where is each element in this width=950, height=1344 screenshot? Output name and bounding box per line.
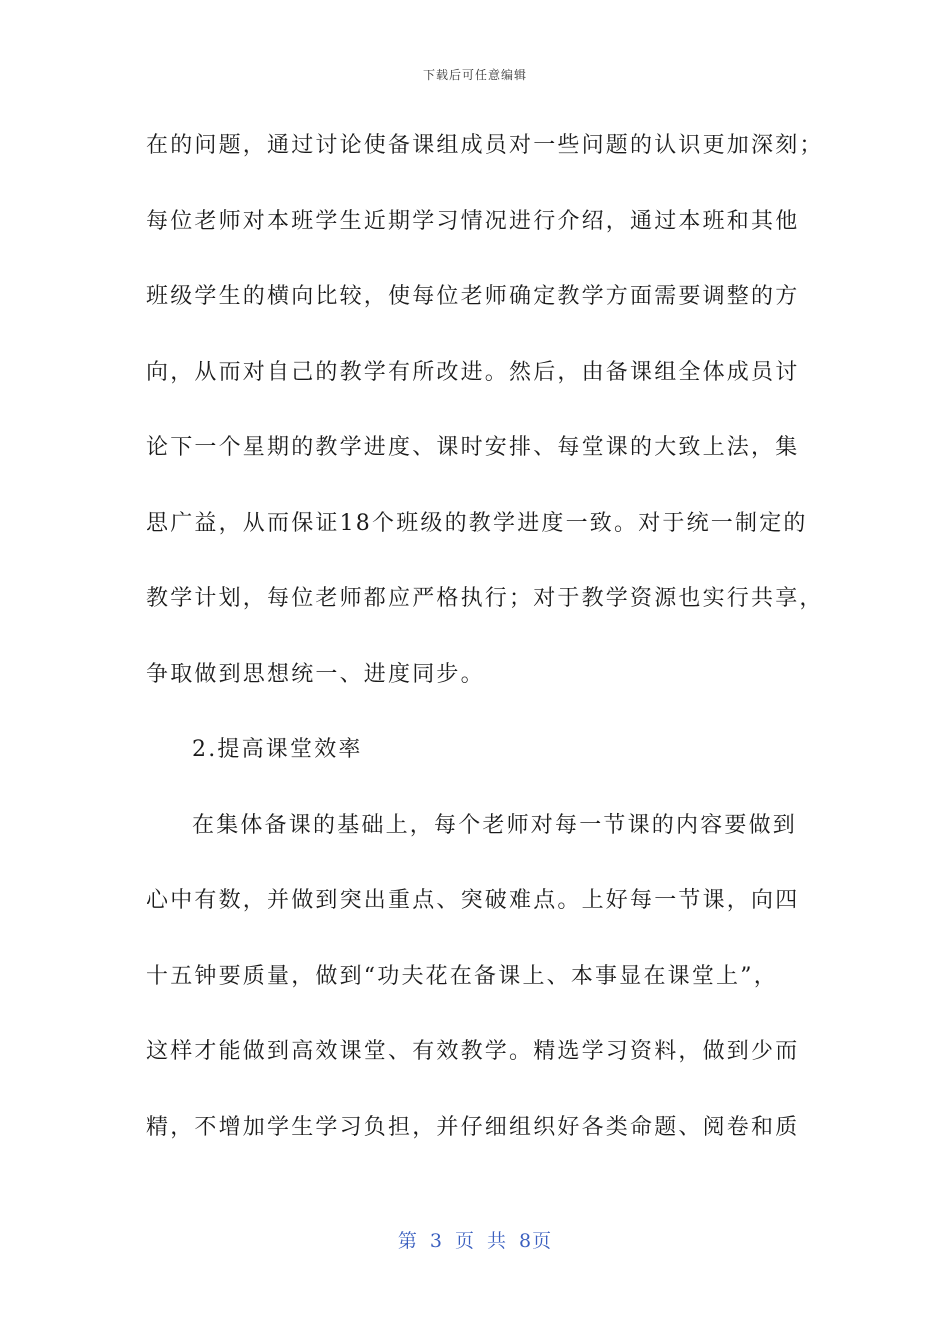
- page-footer: [0, 1226, 950, 1253]
- body-line: 班级学生的横向比较，使每位老师确定教学方面需要调整的方: [146, 284, 800, 309]
- body-line: 争取做到思想统一、进度同步。: [146, 661, 485, 687]
- footer-total: 8页: [519, 1230, 553, 1252]
- body-line: 教学计划，每位老师都应严格执行；对于教学资源也实行共享，: [146, 586, 824, 611]
- body-line: 心中有数，并做到突出重点、突破难点。上好每一节课，向四: [146, 888, 800, 913]
- body-line: 十五钟要质量，做到“功夫花在备课上、本事显在课堂上”，: [146, 963, 778, 989]
- footer-di: 第: [397, 1230, 418, 1252]
- body-line: 论下一个星期的教学进度、课时安排、每堂课的大致上法，集: [146, 435, 800, 460]
- body-line: 向，从而对自己的教学有所改进。然后，由备课组全体成员讨: [146, 359, 800, 385]
- section-heading: 2.提高课堂效率: [192, 737, 363, 762]
- body-line: 在集体备课的基础上，每个老师对每一节课的内容要做到: [192, 812, 798, 838]
- body-line: 这样才能做到高效课堂、有效教学。精选学习资料，做到少而: [146, 1039, 800, 1064]
- footer-gong: 共: [487, 1230, 508, 1252]
- body-line: 精，不增加学生学习负担，并仔细组织好各类命题、阅卷和质: [146, 1114, 800, 1140]
- footer-ye: 页: [454, 1230, 475, 1252]
- footer-current-page: 3: [429, 1230, 443, 1252]
- body-line: 在的问题，通过讨论使备课组成员对一些问题的认识更加深刻；: [146, 133, 824, 158]
- body-line: 每位老师对本班学生近期学习情况进行介绍，通过本班和其他: [146, 208, 800, 234]
- page-header-note: 下载后可任意编辑: [422, 68, 527, 82]
- document-body: [146, 128, 824, 1185]
- body-line: 思广益，从而保证18个班级的教学进度一致。对于统一制定的: [146, 510, 808, 536]
